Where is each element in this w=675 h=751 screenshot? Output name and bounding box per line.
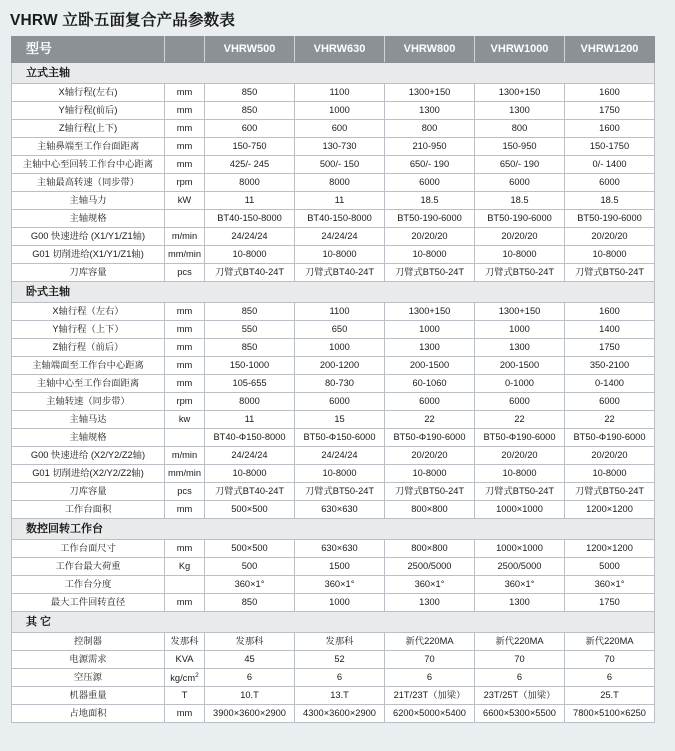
- row-value: 1400: [565, 321, 655, 339]
- row-value: 1300: [475, 594, 565, 612]
- row-unit: mm: [165, 705, 205, 723]
- row-unit: 发那科: [165, 633, 205, 651]
- row-label: X轴行程(左右): [12, 84, 165, 102]
- row-value: 800×800: [385, 540, 475, 558]
- row-unit: mm: [165, 357, 205, 375]
- row-value: 850: [205, 84, 295, 102]
- row-value: 0/- 1400: [565, 156, 655, 174]
- table-row: [12, 429, 655, 447]
- row-value: BT50-190-6000: [475, 210, 565, 228]
- row-value: 6: [565, 669, 655, 687]
- row-label: Z轴行程（前后）: [12, 339, 165, 357]
- table-row: [12, 705, 655, 723]
- section-title: 立式主轴: [12, 63, 655, 84]
- section-header-row: [12, 612, 655, 633]
- row-value: 8000: [295, 174, 385, 192]
- row-label: 电源需求: [12, 651, 165, 669]
- header-model-vhrw1000: VHRW1000: [475, 37, 565, 63]
- row-value: 1600: [565, 120, 655, 138]
- row-value: 刀臂式BT40-24T: [295, 264, 385, 282]
- row-value: 360×1°: [295, 576, 385, 594]
- row-value: 10-8000: [205, 465, 295, 483]
- row-value: 1600: [565, 303, 655, 321]
- row-value: BT40-150-8000: [205, 210, 295, 228]
- row-unit: rpm: [165, 174, 205, 192]
- table-row: [12, 84, 655, 102]
- table-row: [12, 393, 655, 411]
- row-unit: mm: [165, 501, 205, 519]
- row-unit: Kg: [165, 558, 205, 576]
- row-value: 刀臂式BT50-24T: [475, 264, 565, 282]
- table-row: [12, 246, 655, 264]
- row-value: 22: [475, 411, 565, 429]
- row-value: 11: [205, 192, 295, 210]
- row-value: 1200×1200: [565, 540, 655, 558]
- row-value: 80-730: [295, 375, 385, 393]
- row-unit: mm: [165, 375, 205, 393]
- row-value: 6: [385, 669, 475, 687]
- row-value: 1000×1000: [475, 540, 565, 558]
- table-row: [12, 192, 655, 210]
- table-row: [12, 264, 655, 282]
- row-value: 刀臂式BT50-24T: [565, 264, 655, 282]
- row-value: 6: [295, 669, 385, 687]
- table-row: [12, 210, 655, 228]
- row-value: 18.5: [385, 192, 475, 210]
- row-value: 6200×5000×5400: [385, 705, 475, 723]
- row-unit: mm/min: [165, 465, 205, 483]
- row-value: 200-1500: [475, 357, 565, 375]
- table-row: [12, 228, 655, 246]
- row-label: 主轴转速（同步带）: [12, 393, 165, 411]
- row-value: 550: [205, 321, 295, 339]
- row-value: 6000: [295, 393, 385, 411]
- row-unit: mm: [165, 339, 205, 357]
- row-value: 20/20/20: [475, 228, 565, 246]
- row-unit: mm: [165, 156, 205, 174]
- row-value: 6000: [565, 174, 655, 192]
- row-value: 1000: [475, 321, 565, 339]
- row-label: Z轴行程(上下): [12, 120, 165, 138]
- row-label: X轴行程（左右）: [12, 303, 165, 321]
- row-value: 刀臂式BT40-24T: [205, 483, 295, 501]
- row-value: 24/24/24: [205, 447, 295, 465]
- row-label: 控制器: [12, 633, 165, 651]
- page-title: VHRW 立卧五面复合产品参数表: [10, 12, 236, 29]
- table-row: [12, 375, 655, 393]
- row-label: 刀库容量: [12, 483, 165, 501]
- row-value: 23T/25T（加梁）: [475, 687, 565, 705]
- row-value: 发那科: [295, 633, 385, 651]
- row-value: 1300: [475, 102, 565, 120]
- row-unit: pcs: [165, 264, 205, 282]
- row-value: 150-1000: [205, 357, 295, 375]
- row-value: 2500/5000: [385, 558, 475, 576]
- row-value: 70: [385, 651, 475, 669]
- row-value: 360×1°: [205, 576, 295, 594]
- row-label: 主轴鼻端至工作台面距离: [12, 138, 165, 156]
- row-value: 630×630: [295, 540, 385, 558]
- row-value: 1750: [565, 594, 655, 612]
- row-value: 刀臂式BT40-24T: [205, 264, 295, 282]
- row-value: 1500: [295, 558, 385, 576]
- row-label: 工作台最大荷重: [12, 558, 165, 576]
- section-title: 卧式主轴: [12, 282, 655, 303]
- row-value: 20/20/20: [565, 447, 655, 465]
- row-value: 150-1750: [565, 138, 655, 156]
- row-label: 占地面积: [12, 705, 165, 723]
- row-unit: kw: [165, 411, 205, 429]
- spec-table-container: [11, 36, 654, 723]
- row-value: 60-1060: [385, 375, 475, 393]
- row-value: 10-8000: [295, 465, 385, 483]
- table-row: [12, 483, 655, 501]
- row-value: BT40-150-8000: [295, 210, 385, 228]
- row-value: 210-950: [385, 138, 475, 156]
- row-value: 360×1°: [565, 576, 655, 594]
- row-label: 主轴规格: [12, 429, 165, 447]
- row-value: 20/20/20: [385, 447, 475, 465]
- row-value: 10-8000: [295, 246, 385, 264]
- table-row: [12, 465, 655, 483]
- row-unit: mm/min: [165, 246, 205, 264]
- row-value: 1300: [475, 339, 565, 357]
- row-unit: mm: [165, 84, 205, 102]
- row-value: 6: [205, 669, 295, 687]
- table-row: [12, 633, 655, 651]
- section-header-row: [12, 519, 655, 540]
- row-value: 1000: [295, 339, 385, 357]
- row-value: 1300+150: [385, 84, 475, 102]
- row-value: BT40-Φ150-8000: [205, 429, 295, 447]
- row-unit: mm: [165, 540, 205, 558]
- table-row: [12, 501, 655, 519]
- row-unit: pcs: [165, 483, 205, 501]
- row-unit: [165, 429, 205, 447]
- table-row: [12, 339, 655, 357]
- row-label: 最大工件回转直径: [12, 594, 165, 612]
- table-row: [12, 669, 655, 687]
- row-value: 25.T: [565, 687, 655, 705]
- table-row: [12, 357, 655, 375]
- row-unit: $kg/cm^2$: [165, 669, 205, 687]
- row-value: 800×800: [385, 501, 475, 519]
- row-value: 10-8000: [475, 246, 565, 264]
- row-value: 850: [205, 303, 295, 321]
- table-row: [12, 558, 655, 576]
- row-value: 10-8000: [385, 246, 475, 264]
- row-value: 22: [565, 411, 655, 429]
- table-row: [12, 174, 655, 192]
- row-unit: KVA: [165, 651, 205, 669]
- row-value: 24/24/24: [295, 447, 385, 465]
- row-value: 425/- 245: [205, 156, 295, 174]
- section-title: 其 它: [12, 612, 655, 633]
- spec-table: [11, 36, 655, 723]
- row-value: 1600: [565, 84, 655, 102]
- table-row: [12, 138, 655, 156]
- row-value: 6000: [475, 174, 565, 192]
- row-value: 15: [295, 411, 385, 429]
- row-value: 360×1°: [385, 576, 475, 594]
- row-value: 4300×3600×2900: [295, 705, 385, 723]
- row-value: 1000: [385, 321, 475, 339]
- row-label: 空压源: [12, 669, 165, 687]
- row-label: 主轴马力: [12, 192, 165, 210]
- row-value: 发那科: [205, 633, 295, 651]
- row-value: 1300: [385, 594, 475, 612]
- spec-table-body: [12, 37, 655, 723]
- table-row: [12, 303, 655, 321]
- row-value: 650: [295, 321, 385, 339]
- table-row: [12, 651, 655, 669]
- row-value: 1300+150: [385, 303, 475, 321]
- row-value: 18.5: [565, 192, 655, 210]
- row-value: 45: [205, 651, 295, 669]
- row-label: G01 切削进给(X2/Y2/Z2轴): [12, 465, 165, 483]
- row-label: Y轴行程（上下）: [12, 321, 165, 339]
- table-row: [12, 102, 655, 120]
- row-value: 刀臂式BT50-24T: [385, 264, 475, 282]
- row-label: 主轴端面至工作台中心距离: [12, 357, 165, 375]
- row-unit: kW: [165, 192, 205, 210]
- row-value: 600: [295, 120, 385, 138]
- row-unit: [165, 576, 205, 594]
- header-model-vhrw1200: VHRW1200: [565, 37, 655, 63]
- row-value: 1300+150: [475, 84, 565, 102]
- row-value: BT50-190-6000: [565, 210, 655, 228]
- table-row: [12, 156, 655, 174]
- row-value: 630×630: [295, 501, 385, 519]
- row-value: 刀臂式BT50-24T: [475, 483, 565, 501]
- row-unit: mm: [165, 120, 205, 138]
- row-value: 18.5: [475, 192, 565, 210]
- row-value: 1300: [385, 339, 475, 357]
- section-title: 数控回转工作台: [12, 519, 655, 540]
- header-model-vhrw630: VHRW630: [295, 37, 385, 63]
- row-value: 1000: [295, 102, 385, 120]
- row-value: 10-8000: [475, 465, 565, 483]
- row-label: 主轴中心至回转工作台中心距离: [12, 156, 165, 174]
- row-label: 工作台分度: [12, 576, 165, 594]
- row-value: 8000: [205, 174, 295, 192]
- row-value: BT50-Φ190-6000: [475, 429, 565, 447]
- row-value: 6600×5300×5500: [475, 705, 565, 723]
- row-value: 360×1°: [475, 576, 565, 594]
- row-value: 10.T: [205, 687, 295, 705]
- section-header-row: [12, 63, 655, 84]
- row-label: 主轴中心至工作台面距离: [12, 375, 165, 393]
- row-value: 10-8000: [565, 246, 655, 264]
- row-unit: mm: [165, 102, 205, 120]
- row-value: 800: [385, 120, 475, 138]
- row-value: 13.T: [295, 687, 385, 705]
- row-value: 1750: [565, 339, 655, 357]
- row-value: 200-1500: [385, 357, 475, 375]
- row-value: 150-950: [475, 138, 565, 156]
- row-label: 主轴最高转速（同步带）: [12, 174, 165, 192]
- row-value: 52: [295, 651, 385, 669]
- row-unit: mm: [165, 321, 205, 339]
- row-value: 1000: [295, 594, 385, 612]
- row-label: 工作台面积: [12, 501, 165, 519]
- table-row: [12, 447, 655, 465]
- row-label: 机器重量: [12, 687, 165, 705]
- table-row: [12, 594, 655, 612]
- row-label: 主轴马达: [12, 411, 165, 429]
- table-row: [12, 120, 655, 138]
- row-value: 500×500: [205, 540, 295, 558]
- row-unit: rpm: [165, 393, 205, 411]
- row-value: 70: [475, 651, 565, 669]
- row-value: 24/24/24: [295, 228, 385, 246]
- row-value: 10-8000: [205, 246, 295, 264]
- row-value: 8000: [205, 393, 295, 411]
- row-value: 850: [205, 339, 295, 357]
- row-value: 800: [475, 120, 565, 138]
- row-value: 11: [205, 411, 295, 429]
- row-value: BT50-Φ190-6000: [385, 429, 475, 447]
- row-value: 20/20/20: [385, 228, 475, 246]
- row-label: 主轴规格: [12, 210, 165, 228]
- row-value: 22: [385, 411, 475, 429]
- row-value: 6: [475, 669, 565, 687]
- table-row: [12, 411, 655, 429]
- row-label: 工作台面尺寸: [12, 540, 165, 558]
- row-value: 刀臂式BT50-24T: [565, 483, 655, 501]
- row-value: 1000×1000: [475, 501, 565, 519]
- row-value: 刀臂式BT50-24T: [385, 483, 475, 501]
- table-row: [12, 321, 655, 339]
- row-value: 5000: [565, 558, 655, 576]
- row-value: 20/20/20: [475, 447, 565, 465]
- row-value: 850: [205, 102, 295, 120]
- row-value: 6000: [385, 393, 475, 411]
- row-value: 500×500: [205, 501, 295, 519]
- row-label: G00 快速进给 (X2/Y2/Z2轴): [12, 447, 165, 465]
- row-value: 600: [205, 120, 295, 138]
- row-value: 70: [565, 651, 655, 669]
- header-model-label: 型号: [12, 37, 165, 63]
- row-value: 1750: [565, 102, 655, 120]
- row-value: 21T/23T（加梁）: [385, 687, 475, 705]
- row-value: 新代220MA: [475, 633, 565, 651]
- row-value: 新代220MA: [385, 633, 475, 651]
- row-value: 10-8000: [385, 465, 475, 483]
- row-value: 350-2100: [565, 357, 655, 375]
- row-value: 1300: [385, 102, 475, 120]
- row-value: 650/- 190: [475, 156, 565, 174]
- row-unit: T: [165, 687, 205, 705]
- row-value: 500: [205, 558, 295, 576]
- row-unit: mm: [165, 303, 205, 321]
- row-value: BT50-190-6000: [385, 210, 475, 228]
- row-unit: m/min: [165, 228, 205, 246]
- row-label: Y轴行程(前后): [12, 102, 165, 120]
- row-value: 24/24/24: [205, 228, 295, 246]
- row-value: 6000: [475, 393, 565, 411]
- row-value: 6000: [565, 393, 655, 411]
- row-value: 150-750: [205, 138, 295, 156]
- row-value: 10-8000: [565, 465, 655, 483]
- row-value: 0-1400: [565, 375, 655, 393]
- table-row: [12, 687, 655, 705]
- row-value: 刀臂式BT50-24T: [295, 483, 385, 501]
- row-value: 20/20/20: [565, 228, 655, 246]
- table-row: [12, 576, 655, 594]
- row-value: 0-1000: [475, 375, 565, 393]
- row-value: BT50-Φ190-6000: [565, 429, 655, 447]
- row-value: 1100: [295, 303, 385, 321]
- row-label: G01 切削进给(X1/Y1/Z1轴): [12, 246, 165, 264]
- table-header-row: [12, 37, 655, 63]
- row-unit: mm: [165, 594, 205, 612]
- row-value: 7800×5100×6250: [565, 705, 655, 723]
- row-value: 200-1200: [295, 357, 385, 375]
- row-unit: m/min: [165, 447, 205, 465]
- table-row: [12, 540, 655, 558]
- row-value: 130-730: [295, 138, 385, 156]
- row-value: 3900×3600×2900: [205, 705, 295, 723]
- row-value: 1200×1200: [565, 501, 655, 519]
- row-value: 11: [295, 192, 385, 210]
- row-value: 2500/5000: [475, 558, 565, 576]
- row-value: 105-655: [205, 375, 295, 393]
- row-value: BT50-Φ150-6000: [295, 429, 385, 447]
- row-label: 刀库容量: [12, 264, 165, 282]
- row-unit: mm: [165, 138, 205, 156]
- header-model-vhrw800: VHRW800: [385, 37, 475, 63]
- section-header-row: [12, 282, 655, 303]
- row-value: 850: [205, 594, 295, 612]
- row-value: 6000: [385, 174, 475, 192]
- row-value: 650/- 190: [385, 156, 475, 174]
- header-unit-blank: [165, 37, 205, 63]
- row-unit: [165, 210, 205, 228]
- header-model-vhrw500: VHRW500: [205, 37, 295, 63]
- row-label: G00 快速进给 (X1/Y1/Z1轴): [12, 228, 165, 246]
- row-value: 新代220MA: [565, 633, 655, 651]
- row-value: 500/- 150: [295, 156, 385, 174]
- unit-superscript: 2: [195, 671, 199, 679]
- row-value: 1100: [295, 84, 385, 102]
- row-value: 1300+150: [475, 303, 565, 321]
